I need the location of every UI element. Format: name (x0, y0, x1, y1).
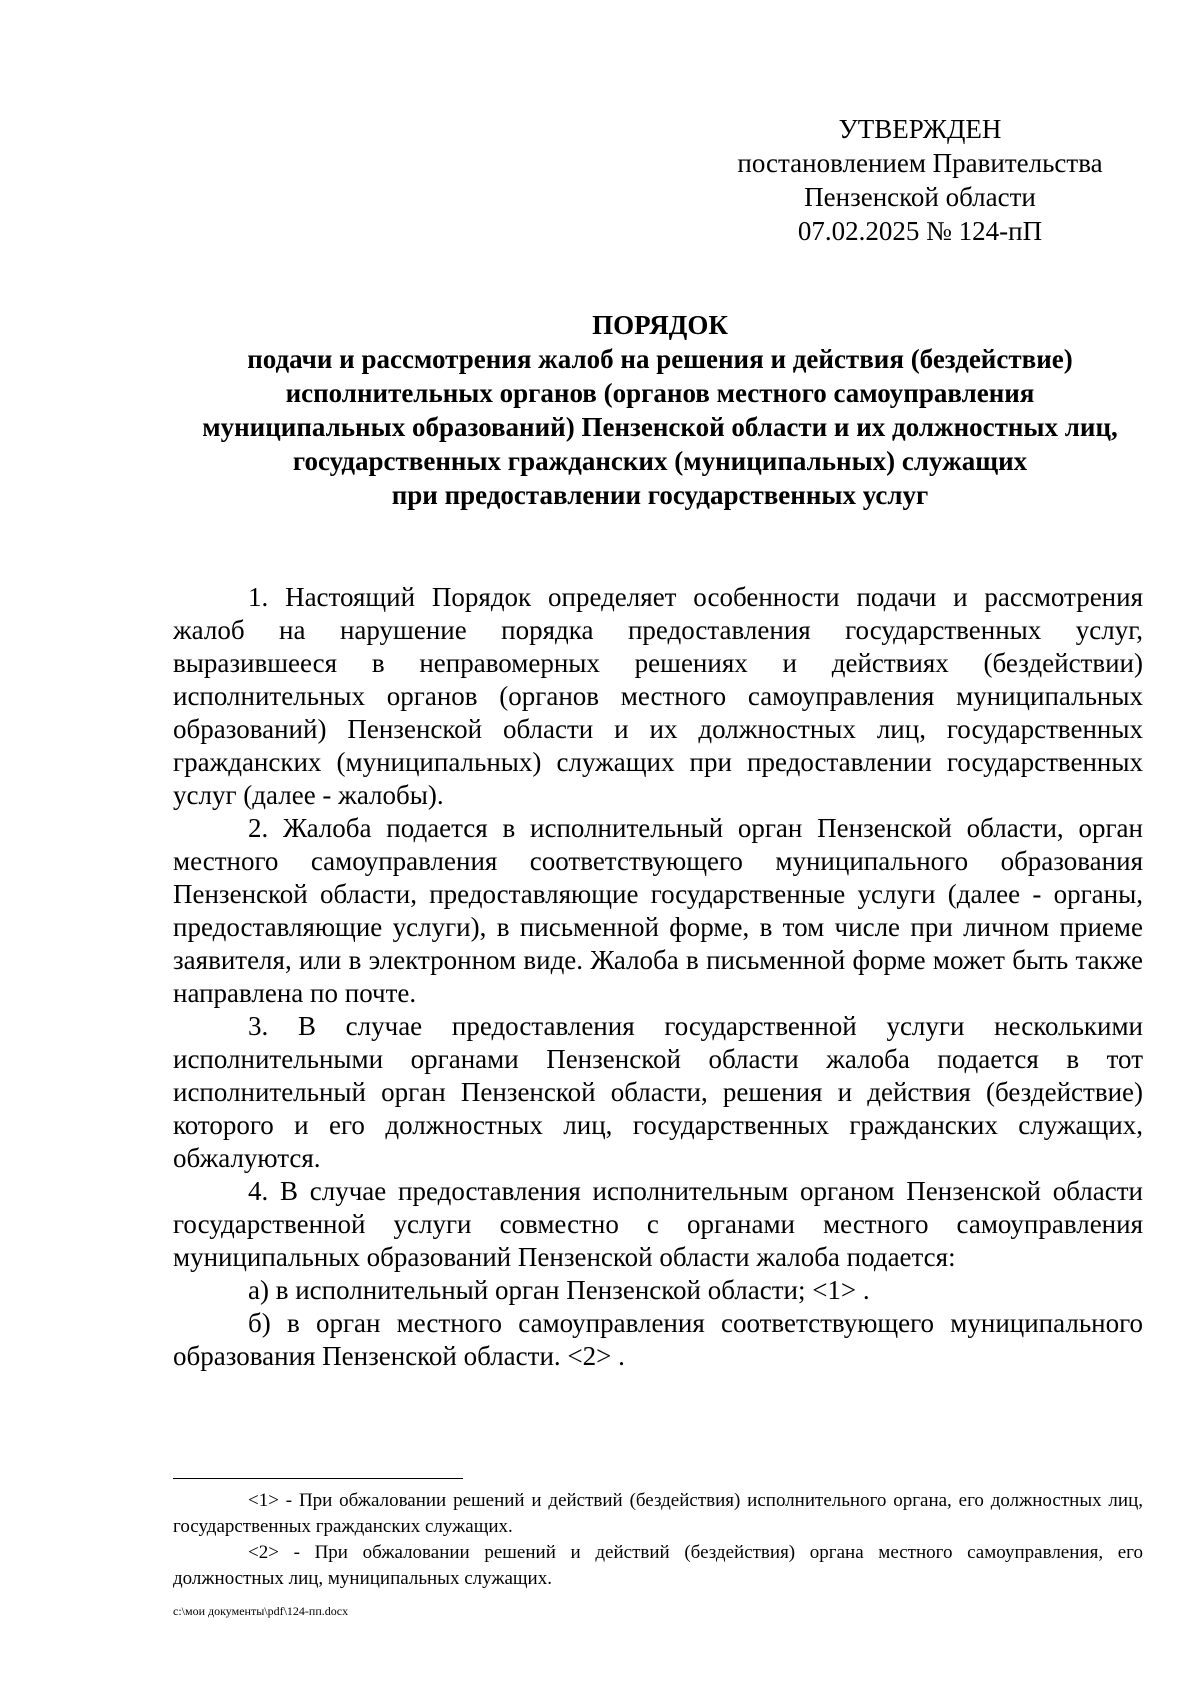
document-body (173, 581, 1143, 1373)
paragraph-1: 1. Настоящий Порядок определяет особенности подачи и рассмотрения жалоб на нарушение порядка предоставления государственных услуг, выразившееся в неправомерных решениях и действиях (бездействии) исполнительных органов (органов местного самоуправления муниципальных образований) Пензенской области и их должностных лиц, государственных гражданских (муниципальных) служащих при предоставлении государственных услуг (далее - жалобы). (173, 582, 1143, 810)
approval-date-number: 07.02.2025 № 124-пП (797, 216, 1043, 246)
approval-region: Пензенской области (804, 182, 1036, 212)
paragraph-2: 2. Жалоба подается в исполнительный орган Пензенской области, орган местного самоуправления соответствующего муниципального образования Пензенской области, предоставляющие государственные услуги (далее - органы, предоставляющие услуги), в письменной форме, в том числе при личном приеме заявителя, или в электронном виде. Жалоба в письменной форме может быть также направлена по почте. (173, 813, 1143, 1008)
footnote-separator (173, 1478, 463, 1479)
paragraph-3: 3. В случае предоставления государственной услуги несколькими исполнительными органами Пензенской области жалоба подается в тот исполнительный орган Пензенской области, решения и действия (бездействие) которого и его должностных лиц, государственных гражданских служащих, обжалуются. (173, 1011, 1143, 1173)
paragraph-4a: а) в исполнительный орган Пензенской области; <1> . (248, 1275, 870, 1305)
footnotes (173, 1488, 1143, 1592)
footnote-1: <1> - При обжаловании решений и действий (бездействия) исполнительного органа, его должностных лиц, государственных гражданских служащих. (173, 1490, 1143, 1537)
approval-resolution: постановлением Правительства (737, 148, 1103, 178)
title-line: государственных гражданских (муниципальных) служащих (292, 446, 1028, 476)
title-line: при предоставлении государственных услуг (391, 480, 929, 510)
paragraph-4b: б) в орган местного самоуправления соответствующего муниципального образования Пензенской области. <2> . (173, 1308, 1143, 1371)
approval-stamp (700, 112, 1140, 248)
title-line: исполнительных органов (органов местного самоуправления (285, 378, 1035, 408)
title-heading: ПОРЯДОК (592, 310, 728, 340)
document-title (160, 308, 1160, 512)
file-path: c:\мои документы\pdf\124-пп.docx (173, 1604, 349, 1618)
approval-title: УТВЕРЖДЕН (838, 114, 1002, 144)
footnote-2: <2> - При обжаловании решений и действий (бездействия) органа местного самоуправления, его должностных лиц, муниципальных служащих. (173, 1542, 1143, 1589)
paragraph-4: 4. В случае предоставления исполнительным органом Пензенской области государственной услуги совместно с органами местного самоуправления муниципальных образований Пензенской области жалоба подается: (173, 1176, 1143, 1272)
title-line: муниципальных образований) Пензенской области и их должностных лиц, (202, 412, 1118, 442)
title-line: подачи и рассмотрения жалоб на решения и действия (бездействие) (247, 344, 1073, 374)
